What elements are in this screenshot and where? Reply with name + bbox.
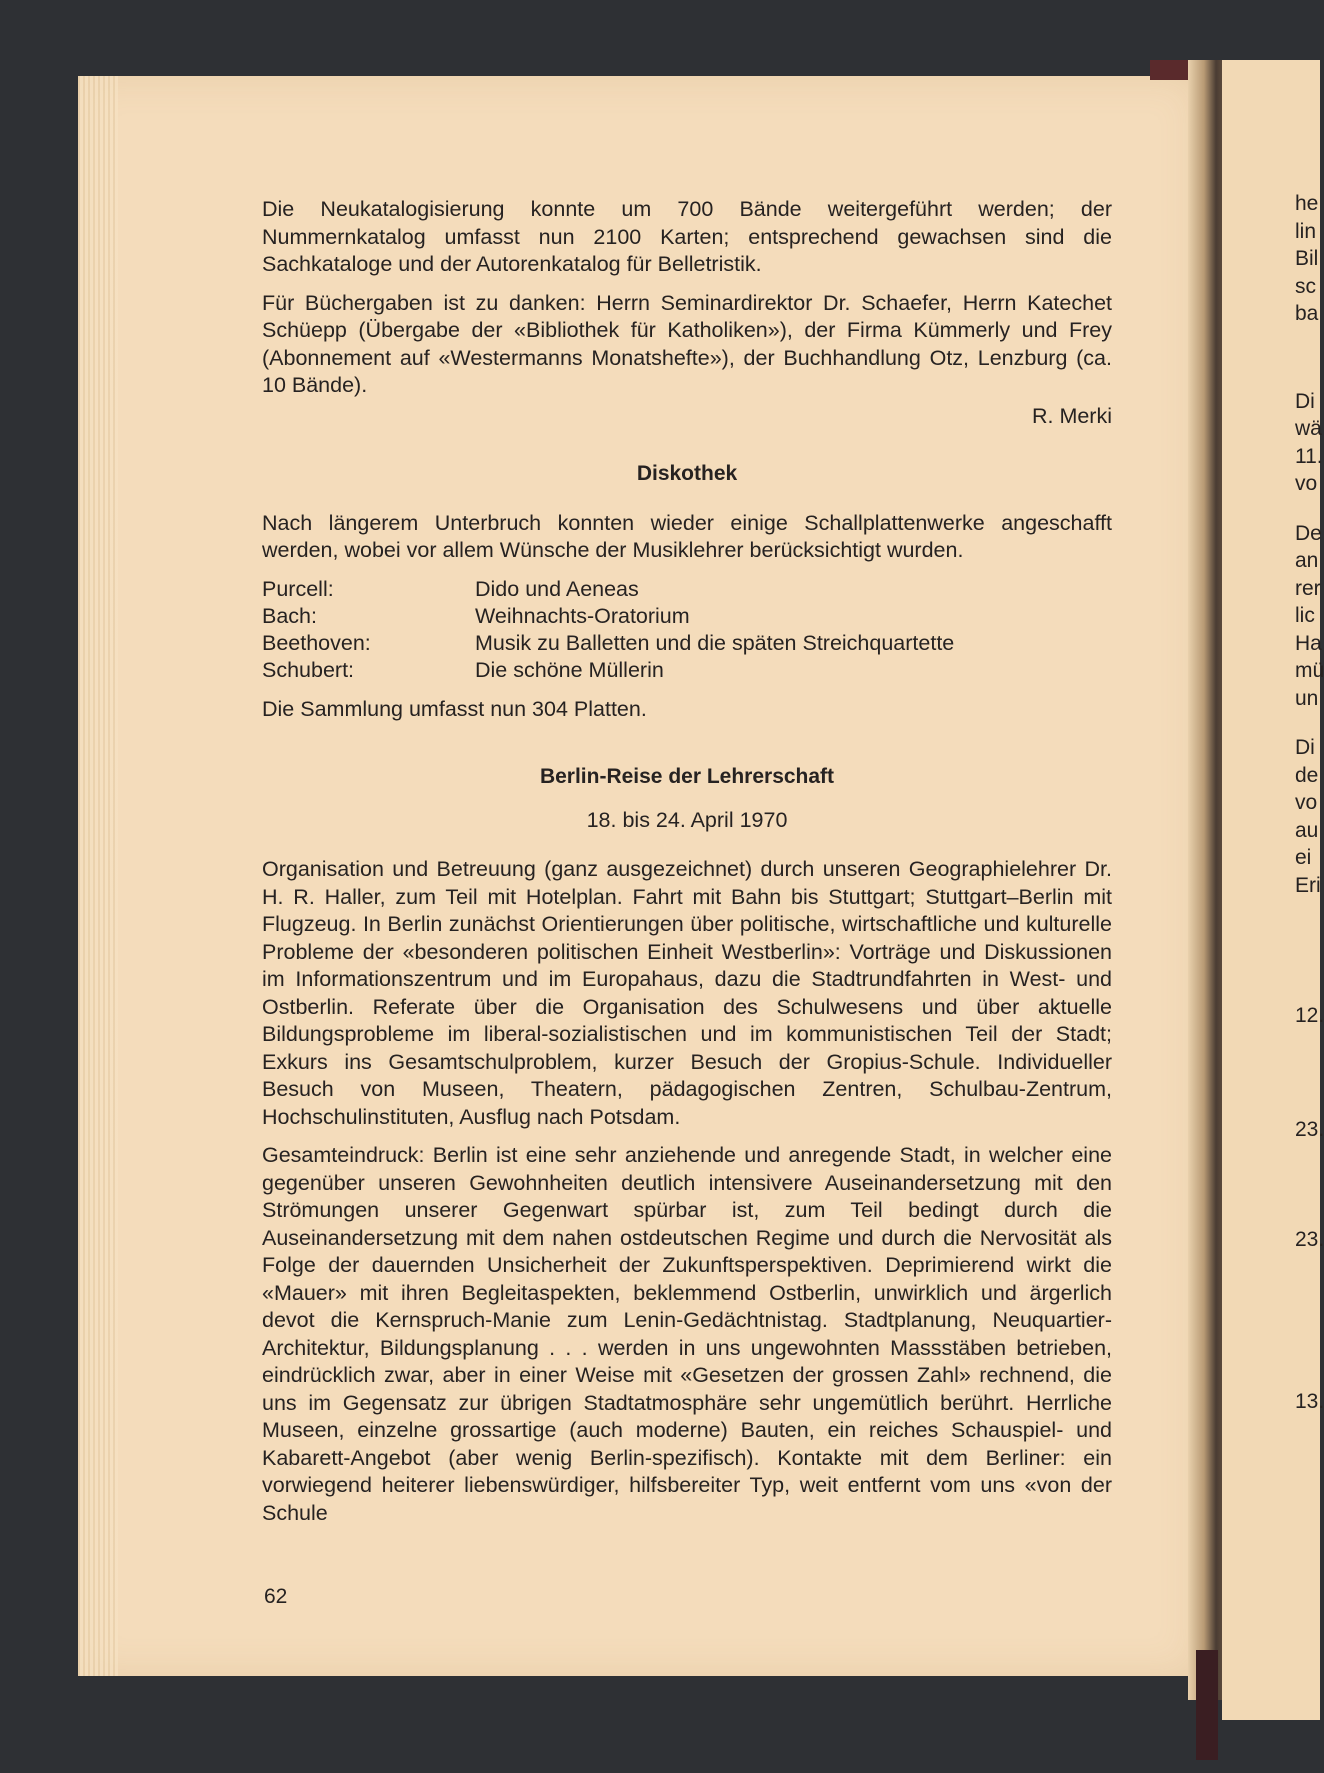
facing-block	[1295, 190, 1324, 328]
facing-fragment: ba	[1295, 302, 1319, 325]
paragraph-donations: Für Büchergaben ist zu danken: Herrn Seminardirektor Dr. Schaefer, Herrn Katechet Schüepp (Übergabe der «Bibliothek für Katholiken»), der Firma Kümmerly und Frey (Abonnement auf «Westermanns Monatshefte»), der Buchhandlung Otz, Lenzburg (ca. 10 Bände).	[262, 290, 1112, 397]
facing-fragment: ei	[1295, 846, 1312, 869]
facing-fragment: Di	[1295, 736, 1315, 759]
facing-fragment: wä	[1295, 417, 1322, 440]
work-title: Die schöne Müllerin	[475, 657, 664, 682]
facing-fragment: De	[1295, 521, 1322, 545]
bookmark-ribbon	[1196, 1650, 1218, 1760]
facing-fragment: Di	[1295, 389, 1315, 413]
paragraph-catalog: Die Neukatalogisierung konnte um 700 Bände weitergeführt werden; der Nummernkatalog umfasst nun 2100 Karten; entsprechend gewachsen sind die Sachkataloge und der Autorenkatalog für Belletristik.	[262, 197, 1112, 276]
paragraph-collection-total: Die Sammlung umfasst nun 304 Platten.	[262, 696, 647, 721]
facing-fragment: vo	[1295, 791, 1318, 814]
facing-fragment: mü	[1295, 659, 1324, 682]
section-heading-berlin: Berlin-Reise der Lehrerschaft	[539, 765, 835, 788]
facing-fragment: au	[1295, 818, 1319, 842]
composer: Purcell:	[262, 576, 334, 601]
facing-date: 13.	[1295, 1390, 1324, 1413]
facing-fragment: he	[1295, 192, 1319, 215]
facing-block	[1295, 734, 1324, 899]
facing-block	[1295, 520, 1324, 713]
facing-fragment: un	[1295, 686, 1319, 710]
facing-block	[1295, 388, 1324, 498]
facing-fragment: an	[1295, 549, 1319, 572]
page-number: 62	[264, 1585, 288, 1608]
paragraph-berlin-organisation: Organisation und Betreuung (ganz ausgezeichnet) durch unseren Geographielehrer Dr. H. R. Haller, zum Teil mit Hotelplan. Fahrt mit Bahn bis Stuttgart; Stuttgart–Berlin mit Flugzeug. In Berlin zunächst Orientierungen über politische, wirtschaftliche und kulturelle Probleme der «besonderen politischen Einheit Westberlin»: Vorträge und Diskussionen im Informationszentrum und im Europahaus, dazu die Stadtrundfahrten in West- und Ostberlin. Referate über die Organisation des Schulwesens und über aktuelle Bildungsprobleme im liberal-sozialistischen und im kommunistischen Teil der Stadt; Exkurs ins Gesamtschulproblem, kurzer Besuch der Gropius-Schule. Individueller Besuch von Museen, Theatern, pädagogischen Zentren, Schulbau-Zentrum, Hochschulinstituten, Ausflug nach Potsdam.	[262, 857, 1112, 1129]
facing-fragment: de	[1295, 763, 1319, 787]
composer: Beethoven:	[262, 630, 371, 655]
work-title: Dido und Aeneas	[475, 576, 639, 601]
facing-fragment: Ha	[1295, 631, 1322, 655]
facing-fragment: 11.	[1295, 444, 1323, 468]
facing-date: 23.	[1295, 1118, 1324, 1141]
composer: Bach:	[262, 603, 317, 628]
facing-date: 23.	[1295, 1228, 1324, 1251]
paragraph-diskothek-intro: Nach längerem Unterbruch konnten wieder einige Schallplattenwerke angeschafft werden, wobei vor allem Wünsche der Musiklehrer berücksichtigt wurden.	[262, 510, 1112, 562]
paragraph-berlin-impression: Gesamteindruck: Berlin ist eine sehr anziehende und anregende Stadt, in welcher eine gegenüber unseren Gewohnheiten deutlich intensivere Auseinandersetzung mit den Strömungen unserer Gegenwart spürbar ist, zum Teil bedingt durch die Auseinandersetzung mit dem nahen ostdeutschen Regime und durch die Nervosität als Folge der dauernden Unsicherheit der Zukunftsperspektiven. Deprimierend wirkt die «Mauer» mit ihren Begleitaspekten, beklemmend Ostberlin, unwirklich und ärgerlich devot die Kernspruch-Manie zum Lenin-Gedächtnistag. Stadtplanung, Neuquartier-Architektur, Bildungsplanung . . . werden in uns ungewohnten Massstäben betrieben, eindrücklich zwar, aber in einer Weise mit «Gesetzen der grossen Zahl» rechnend, die uns im Gegensatz zur übrigen Stadtatmosphäre sehr ungemütlich berührt. Herrliche Museen, einzelne grossartige (auch moderne) Bauten, ein reiches Schauspiel- und Kabarett-Angebot (aber wenig Berlin-spezifisch). Kontakte mit dem Berliner: ein vorwiegend heiterer liebenswürdiger, hilfsbereiter Typ, weit entfernt vom uns «von der Schule	[262, 1143, 1112, 1525]
facing-fragment: vo	[1295, 472, 1318, 495]
facing-fragment: Bil	[1295, 247, 1319, 270]
facing-fragment: Eri	[1295, 873, 1321, 897]
signature: R. Merki	[1031, 403, 1112, 428]
page-edges	[78, 76, 118, 1676]
section-heading-diskothek: Diskothek	[636, 462, 738, 485]
facing-fragment: lin	[1295, 219, 1317, 243]
composer: Schubert:	[262, 657, 355, 682]
trip-dates: 18. bis 24. April 1970	[586, 807, 788, 832]
facing-fragment: sc	[1295, 274, 1316, 298]
facing-fragment: lic	[1295, 604, 1315, 627]
facing-date: 12.	[1295, 1004, 1324, 1027]
facing-page-text	[1295, 190, 1324, 921]
page-content	[262, 196, 1112, 1538]
work-title: Musik zu Balletten und die späten Streichquartette	[475, 630, 955, 655]
facing-fragment: rer	[1295, 576, 1321, 600]
record-list	[262, 576, 1112, 684]
work-title: Weihnachts-Oratorium	[475, 603, 690, 628]
